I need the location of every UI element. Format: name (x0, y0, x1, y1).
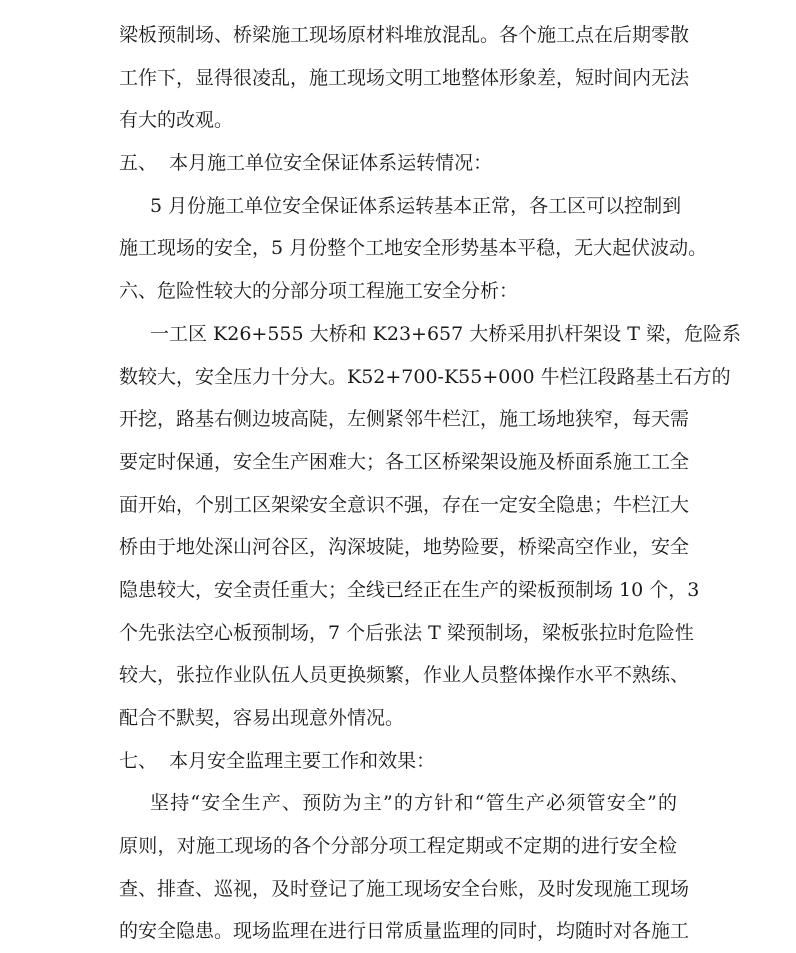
section-heading-7: 七、 本月安全监理主要工作和效果： (119, 749, 436, 772)
paragraph-line: 开挖，路基右侧边坡高陡，左侧紧邻牛栏江，施工场地狭窄，每天需 (119, 408, 690, 431)
paragraph-line: 要定时保通，安全生产困难大；各工区桥梁架设施及桥面系施工工全 (119, 450, 690, 473)
paragraph-line: 5 月份施工单位安全保证体系运转基本正常，各工区可以控制到 (150, 194, 682, 217)
section-heading-5: 五、 本月施工单位安全保证体系运转情况： (119, 152, 493, 175)
document-page (119, 14, 742, 953)
paragraph-line: 施工现场的安全，5 月份整个工地安全形势基本平稳，无大起伏波动。 (119, 237, 708, 260)
paragraph-line: 原则，对施工现场的各个分部分项工程定期或不定期的进行安全检 (119, 835, 677, 858)
paragraph-line: 个先张法空心板预制场，7 个后张法 T 梁预制场，梁板张拉时危险性 (119, 621, 694, 644)
paragraph-line: 查、排查、巡视，及时登记了施工现场安全台账，及时发现施工现场 (119, 877, 690, 900)
paragraph-line: 工作下，显得很凌乱，施工现场文明工地整体形象差，短时间内无法 (119, 66, 690, 89)
paragraph-line: 的安全隐患。现场监理在进行日常质量监理的同时，均随时对各施工 (119, 920, 690, 943)
paragraph-line: 坚持“安全生产、预防为主”的方针和“管生产必须管安全”的 (150, 792, 677, 815)
paragraph-line: 数较大，安全压力十分大。K52+700-K55+000 牛栏江段路基土石方的 (119, 365, 731, 388)
paragraph-line: 面开始，个别工区架梁安全意识不强，存在一定安全隐患；牛栏江大 (119, 493, 690, 516)
paragraph-line: 配合不默契，容易出现意外情况。 (119, 707, 405, 729)
section-heading-6: 六、危险性较大的分部分项工程施工安全分析： (119, 280, 519, 303)
paragraph-line: 梁板预制场、桥梁施工现场原材料堆放混乱。各个施工点在后期零散 (119, 24, 690, 46)
paragraph-line: 较大，张拉作业队伍人员更换频繁，作业人员整体操作水平不熟练、 (119, 664, 690, 687)
paragraph-line: 有大的改观。 (119, 109, 234, 132)
paragraph-line: 隐患较大，安全责任重大；全线已经正在生产的梁板预制场 10 个，3 (119, 578, 700, 601)
paragraph-line: 桥由于地处深山河谷区，沟深坡陡，地势险要，桥梁高空作业，安全 (119, 536, 690, 559)
paragraph-line: 一工区 K26+555 大桥和 K23+657 大桥采用扒杆架设 T 梁，危险系 (150, 322, 742, 345)
